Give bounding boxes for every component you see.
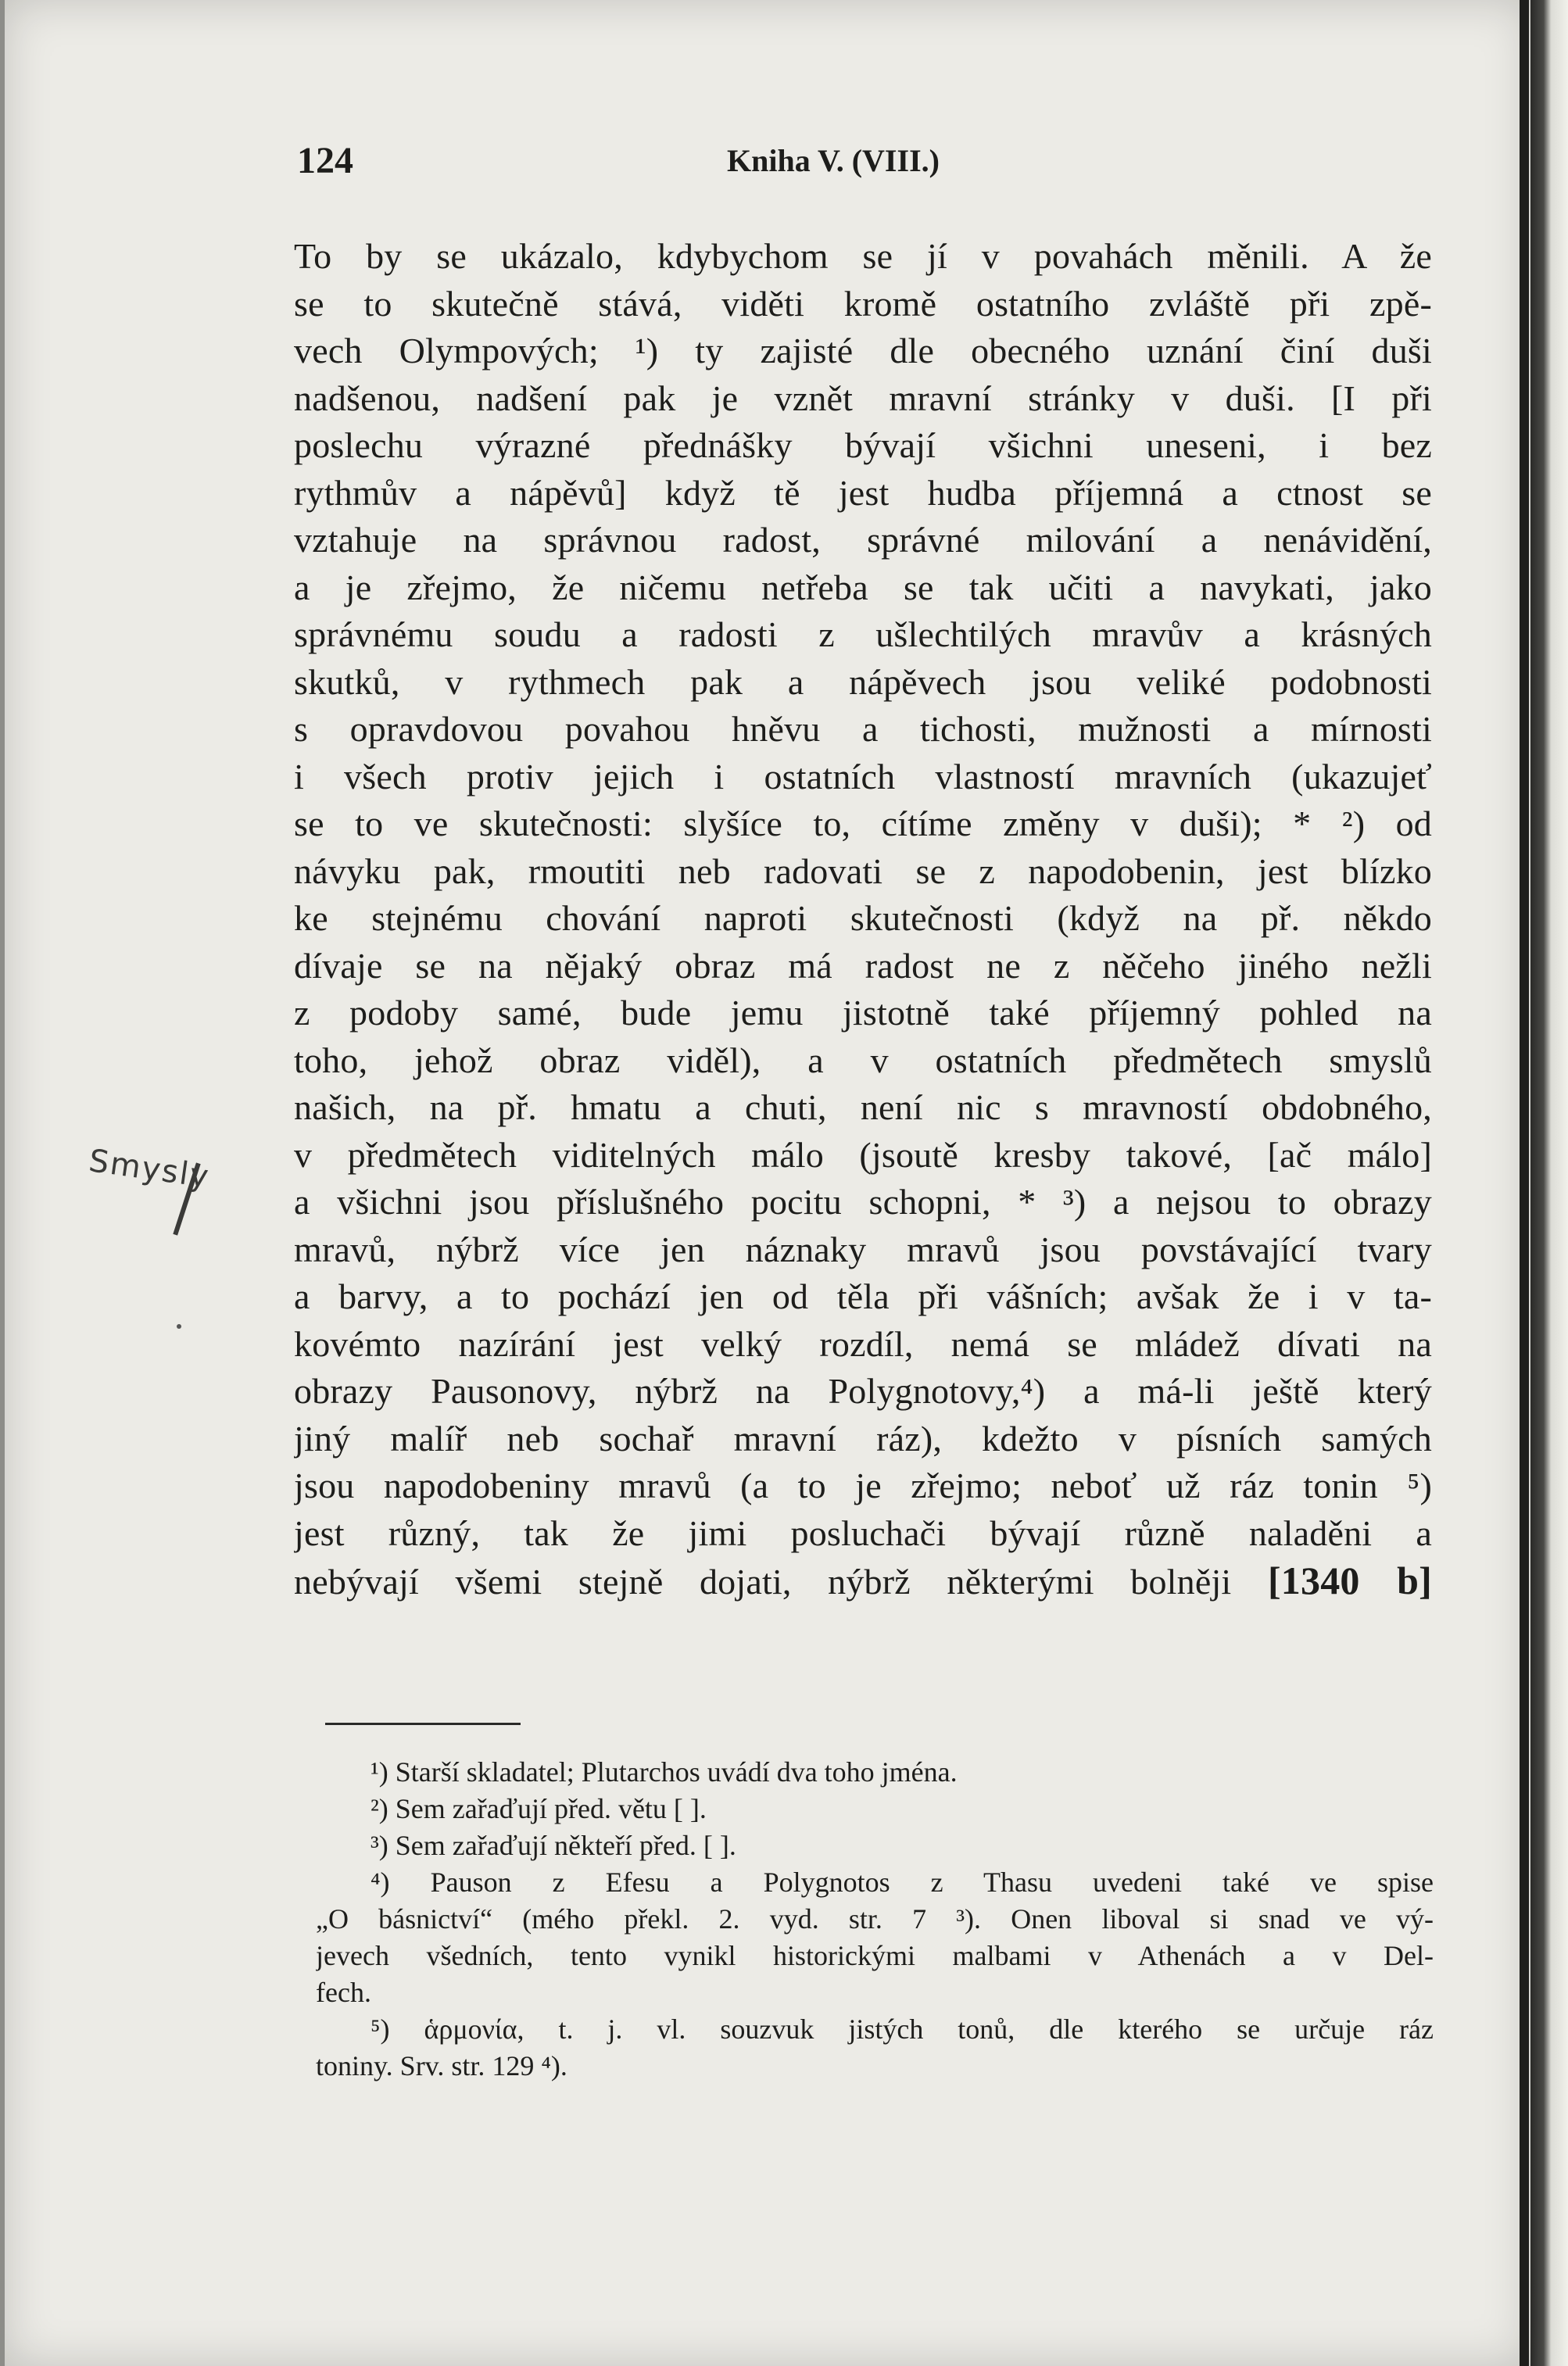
text-line: a všichni jsou příslušného pocitu schopni, * ³) a nejsou to obrazy: [294, 1182, 1432, 1222]
footnote-4-line: ⁴) Pauson z Efesu a Polygnotos z Thasu uvedeni také ve spise: [371, 1867, 1434, 1898]
text-line-content: nebývají všemi stejně dojati, nýbrž některými bolněji: [294, 1562, 1232, 1602]
text-line: vztahuje na správnou radost, správné milování a nenávidění,: [294, 520, 1432, 560]
footnote-4-line: fech.: [316, 1977, 371, 2008]
text-line: z podoby samé, bude jemu jistotně také příjemný pohled na: [294, 993, 1432, 1033]
text-line: nadšenou, nadšení pak je vznět mravní stránky v duši. [I při: [294, 378, 1432, 418]
text-line: dívaje se na nějaký obraz má radost ne z něčeho jiného nežli: [294, 945, 1432, 986]
text-line: jest různý, tak že jimi posluchači bývají různě naladěni a: [294, 1512, 1432, 1553]
text-line: poslechu výrazné přednášky bývají všichni uneseni, i bez: [294, 425, 1432, 465]
margin-dot-mark: [177, 1324, 181, 1329]
text-line: se to ve skutečnosti: slyšíce to, cítíme změny v duši); * ²) od: [294, 804, 1432, 843]
body-text: [294, 233, 1432, 1605]
text-line: toho, jehož obraz viděl), a v ostatních předmětech smyslů: [294, 1040, 1432, 1080]
text-line: se to skutečně stává, viděti kromě ostatního zvláště při zpě-: [294, 283, 1432, 324]
text-line: vech Olympových; ¹) ty zajisté dle obecného uznání činí duši: [294, 331, 1432, 370]
text-line: návyku pak, rmoutiti neb radovati se z napodobenin, jest blízko: [294, 850, 1432, 891]
footnote-2: ²) Sem zařaďují před. větu [ ].: [371, 1793, 707, 1824]
text-line: obrazy Pausonovy, nýbrž na Polygnotovy,⁴) a má-li ještě který: [294, 1371, 1432, 1411]
footnote-5-line: ⁵) ἁρμονία, t. j. vl. souzvuk jistých tonů, dle kterého se určuje ráz: [371, 2013, 1434, 2045]
text-line: kovémto nazírání jest velký rozdíl, nemá se mládež dívati na: [294, 1323, 1432, 1364]
next-page-edge: [1530, 0, 1568, 2366]
text-line: v předmětech viditelných málo (jsoutě kresby takové, [ač málo]: [294, 1134, 1432, 1175]
handwritten-margin-note: Smysly: [86, 1143, 213, 1196]
text-line: a je zřejmo, že ničemu netřeba se tak učiti a navykati, jako: [294, 567, 1432, 607]
footnote-4-line: jevech všedních, tento vynikl historickými malbami v Athenách a v Del-: [316, 1940, 1434, 1971]
footnote-4-line: „O básnictví“ (mého překl. 2. vyd. str. 7 ³). Onen liboval si snad ve vý-: [316, 1903, 1434, 1935]
footnote-3: ³) Sem zařaďují někteří před. [ ].: [371, 1830, 736, 1861]
text-line: jiný malíř neb sochař mravní ráz), kdežto v písních samých: [294, 1418, 1432, 1459]
footnote-5-line: toniny. Srv. str. 129 ⁴).: [316, 2050, 567, 2081]
page-number: 124: [297, 140, 353, 181]
text-line: našich, na př. hmatu a chuti, není nic s mravností obdobného,: [294, 1087, 1432, 1127]
text-line: rythmův a nápěvů] když tě jest hudba příjemná a ctnost se: [294, 472, 1432, 513]
page-edge-shadow: [1520, 0, 1529, 2366]
text-line: ke stejnému chování naproti skutečnosti (když na př. někdo: [294, 898, 1432, 938]
text-line: jsou napodobeniny mravů (a to je zřejmo; neboť už ráz tonin ⁵): [294, 1466, 1432, 1505]
text-line: i všech protiv jejich i ostatních vlastností mravních (ukazujeť: [294, 756, 1432, 796]
text-line: To by se ukázalo, kdybychom se jí v povahách měnili. A že: [294, 236, 1432, 276]
text-line: s opravdovou povahou hněvu a tichosti, mužnosti a mírnosti: [294, 709, 1432, 749]
text-line: mravů, nýbrž více jen náznaky mravů jsou povstávající tvary: [294, 1229, 1432, 1269]
running-head: [297, 139, 1430, 194]
text-line-last: [294, 1557, 1432, 1605]
text-line: a barvy, a to pochází jen od těla při vášních; avšak že i v ta-: [294, 1276, 1432, 1316]
section-marker: [1340 b]: [1267, 1559, 1432, 1602]
book-title: Kniha V. (VIII.): [727, 143, 940, 178]
text-line: správnému soudu a radosti z ušlechtilých mravův a krásných: [294, 614, 1432, 654]
text-line: skutků, v rythmech pak a nápěvech jsou veliké podobnosti: [294, 661, 1432, 702]
footnote-1: ¹) Starší skladatel; Plutarchos uvádí dva toho jména.: [371, 1756, 958, 1788]
footnote-rule: [325, 1723, 521, 1725]
footnotes: [316, 1754, 1434, 2085]
